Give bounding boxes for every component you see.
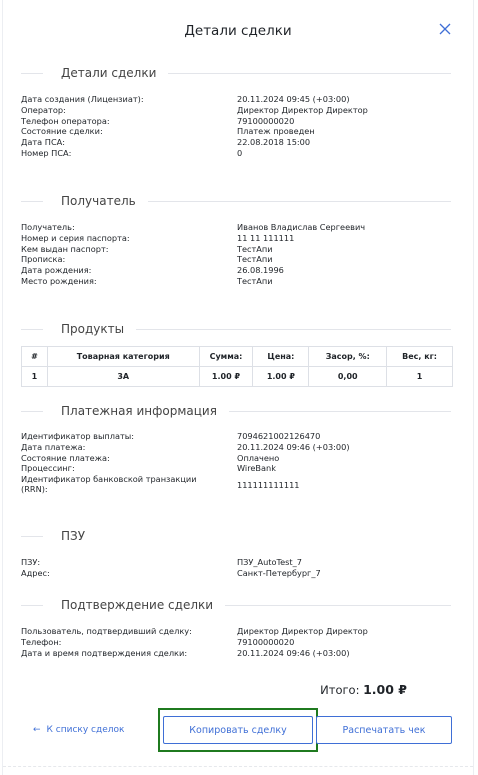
detail-row xyxy=(21,254,453,265)
pzu-rows xyxy=(21,557,453,579)
confirmation-rows xyxy=(21,626,453,658)
detail-label: Дата создания (Лицензиат): xyxy=(21,94,144,104)
table-header-cell: Сумма: xyxy=(199,347,253,367)
arrow-left-icon: ← xyxy=(33,725,41,735)
detail-row xyxy=(21,126,453,137)
table-header-cell: # xyxy=(22,347,48,367)
detail-value: 7094621002126470 xyxy=(237,431,321,441)
bottom-divider xyxy=(3,766,473,767)
detail-value: 11 11 111111 xyxy=(237,232,295,243)
section-title-recipient-text: Получатель xyxy=(61,194,136,208)
detail-value: 111111111111 xyxy=(237,480,300,491)
detail-label: Состояние сделки: xyxy=(21,126,103,137)
table-header-cell: Товарная категория xyxy=(47,347,199,367)
detail-row xyxy=(21,244,453,255)
detail-row xyxy=(21,137,453,148)
table-header-cell: Вес, кг: xyxy=(387,347,453,367)
table-cell: 1 xyxy=(387,367,453,387)
detail-row xyxy=(21,453,453,464)
products-table xyxy=(21,346,453,387)
detail-value: ТестАпи xyxy=(237,254,273,265)
total-amount xyxy=(320,682,407,697)
detail-value: 0 xyxy=(237,147,243,158)
modal-title: Детали сделки xyxy=(184,23,292,39)
detail-value: Директор Директор Директор xyxy=(237,104,368,115)
section-title-pzu-text: ПЗУ xyxy=(61,529,86,543)
table-cell: 1.00 ₽ xyxy=(253,367,309,387)
deal-details-rows xyxy=(21,94,453,159)
detail-label: Оператор: xyxy=(21,104,66,115)
table-cell: 3А xyxy=(47,367,199,387)
detail-value: 79100000020 xyxy=(237,636,295,647)
back-to-deals-link[interactable] xyxy=(33,725,124,735)
detail-value: Директор Директор Директор xyxy=(237,626,368,636)
section-title-deal xyxy=(21,66,451,80)
detail-value: 79100000020 xyxy=(237,115,295,126)
back-to-deals-label: К списку сделок xyxy=(46,725,125,735)
detail-row xyxy=(21,431,453,442)
detail-value: 22.08.2018 15:00 xyxy=(237,137,311,148)
detail-value: ТестАпи xyxy=(237,243,273,254)
table-row xyxy=(22,367,453,387)
detail-row xyxy=(21,568,453,579)
table-header-cell: Цена: xyxy=(253,347,309,367)
table-cell: 1 xyxy=(22,367,48,387)
section-title-products xyxy=(21,322,451,336)
detail-value: 20.11.2024 09:45 (+03:00) xyxy=(237,94,350,104)
modal-header xyxy=(3,0,473,60)
detail-value: Оплачено xyxy=(237,452,280,463)
detail-row xyxy=(21,463,453,474)
detail-label: Место рождения: xyxy=(21,275,97,286)
detail-value: ПЗУ_AutoTest_7 xyxy=(237,557,302,567)
recipient-rows xyxy=(21,222,453,287)
detail-row xyxy=(21,265,453,276)
detail-value: 20.11.2024 09:46 (+03:00) xyxy=(237,441,350,452)
detail-label: Процессинг: xyxy=(21,463,75,474)
payment-rows xyxy=(21,431,453,496)
section-title-deal-text: Детали сделки xyxy=(61,66,157,80)
close-icon[interactable] xyxy=(437,21,453,37)
copy-deal-button[interactable]: Копировать сделку xyxy=(163,716,313,744)
table-header-cell: Засор, %: xyxy=(309,347,387,367)
detail-row xyxy=(21,233,453,244)
detail-label: Прописка: xyxy=(21,254,66,265)
detail-label: Пользователь, подтвердивший сделку: xyxy=(21,626,192,636)
total-value: 1.00 ₽ xyxy=(363,682,407,697)
table-cell: 0,00 xyxy=(309,367,387,387)
detail-value: 20.11.2024 09:46 (+03:00) xyxy=(237,647,350,658)
detail-label: ПЗУ: xyxy=(21,557,41,567)
detail-row xyxy=(21,105,453,116)
detail-label: Состояние платежа: xyxy=(21,452,110,463)
detail-label: Адрес: xyxy=(21,567,50,578)
detail-value: Иванов Владислав Сергеевич xyxy=(237,222,366,232)
detail-label: Идентификатор банковской транзакции (RRN): xyxy=(21,474,197,495)
section-title-pzu xyxy=(21,529,451,543)
detail-label: Номер ПСА: xyxy=(21,147,72,158)
detail-label: Дата и время подтверждения сделки: xyxy=(21,647,188,658)
section-title-confirmation xyxy=(21,598,451,612)
total-label: Итого: xyxy=(320,683,360,697)
print-receipt-button[interactable]: Распечатать чек xyxy=(316,716,452,744)
detail-row xyxy=(21,474,453,496)
detail-label: Дата рождения: xyxy=(21,265,92,276)
detail-row xyxy=(21,648,453,659)
detail-value: WireBank xyxy=(237,463,276,474)
detail-row xyxy=(21,637,453,648)
detail-label: Номер и серия паспорта: xyxy=(21,232,130,243)
detail-label: Телефон оператора: xyxy=(21,115,110,126)
detail-row xyxy=(21,442,453,453)
detail-label: Идентификатор выплаты: xyxy=(21,431,135,441)
section-title-products-text: Продукты xyxy=(61,322,125,336)
detail-row xyxy=(21,276,453,287)
detail-value: 26.08.1996 xyxy=(237,265,284,276)
section-title-payment xyxy=(21,404,451,418)
detail-row xyxy=(21,148,453,159)
detail-value: ТестАпи xyxy=(237,275,273,286)
detail-row xyxy=(21,94,453,105)
detail-label: Получатель: xyxy=(21,222,75,232)
detail-row xyxy=(21,557,453,568)
table-cell: 1.00 ₽ xyxy=(199,367,253,387)
detail-label: Дата платежа: xyxy=(21,441,86,452)
detail-row xyxy=(21,116,453,127)
detail-value: Платеж проведен xyxy=(237,126,315,137)
section-title-recipient xyxy=(21,194,451,208)
detail-label: Телефон: xyxy=(21,636,62,647)
detail-row xyxy=(21,222,453,233)
deal-details-modal xyxy=(2,0,474,775)
detail-label: Дата ПСА: xyxy=(21,137,66,148)
detail-row xyxy=(21,626,453,637)
table-header-row xyxy=(22,347,453,367)
section-title-payment-text: Платежная информация xyxy=(61,404,217,418)
section-title-confirmation-text: Подтверждение сделки xyxy=(61,598,214,612)
detail-value: Санкт-Петербург_7 xyxy=(237,567,321,578)
detail-label: Кем выдан паспорт: xyxy=(21,243,109,254)
